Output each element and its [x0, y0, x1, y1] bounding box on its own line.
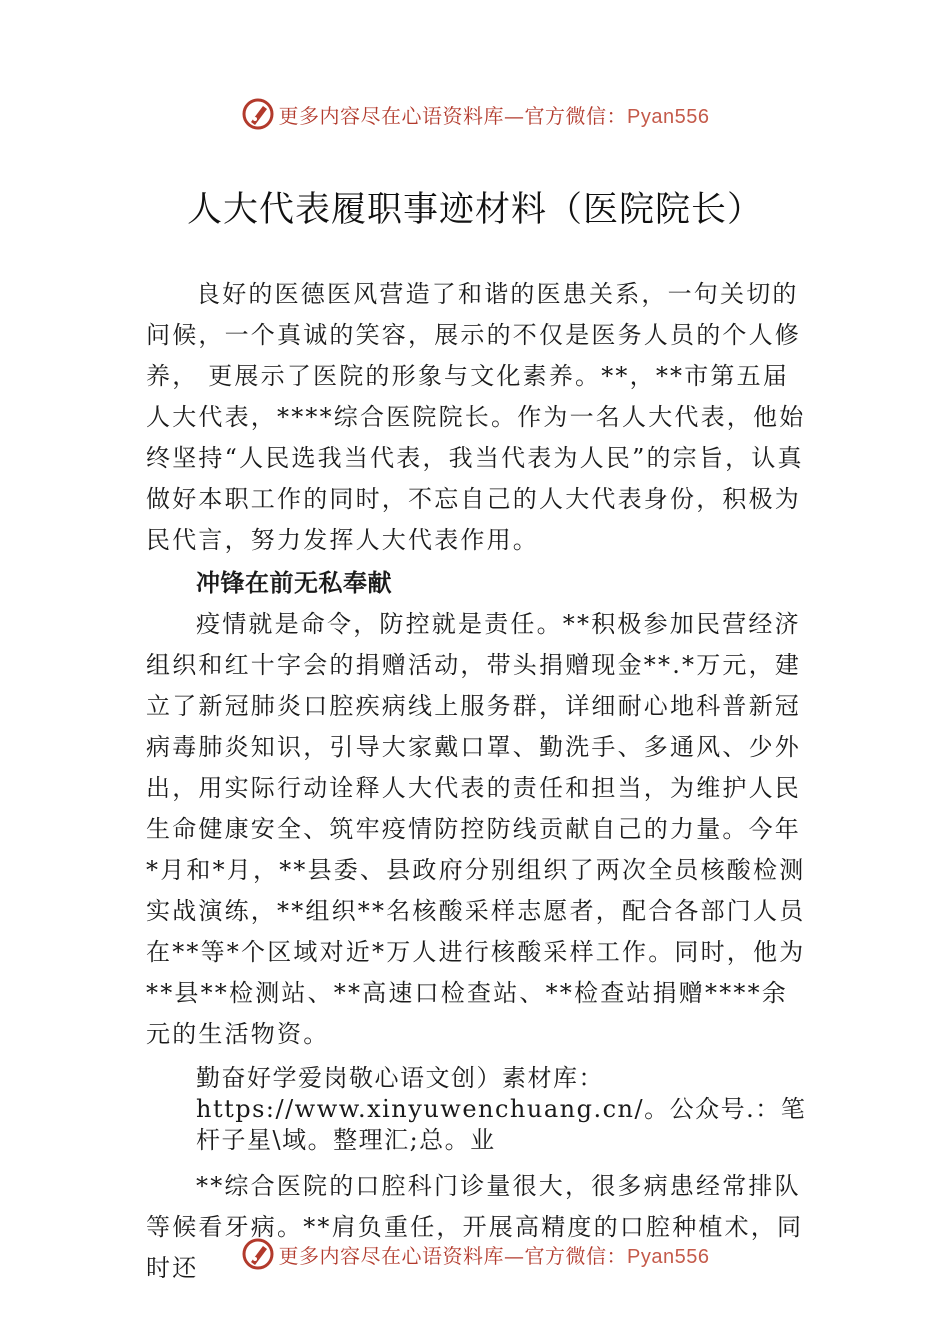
paragraph-epidemic: 疫情就是命令，防控就是责任。**积极参加民营经济组织和红十字会的捐赠活动，带头捐赠现金**.*万元，建立了新冠肺炎口腔疾病线上服务群，详细耐心地科普新冠病毒肺炎知识，引导大家戴口罩、勤洗手、多通风、少外出，用实际行动诠释人大代表的责任和担当，为维护人民生命健康安全、筑牢疫情防控防线贡献自己的力量。今年*月和*月，**县委、县政府分别组织了两次全员核酸检测实战演练，**组织**名核酸采样志愿者，配合各部门人员在**等*个区域对近*万人进行核酸采样工作。同时，他为**县**检测站、**高速口检查站、**检查站捐赠****余元的生活物资。: [146, 610, 806, 1048]
pen-nib-logo-icon: [241, 97, 275, 131]
footer-banner: [0, 1234, 950, 1274]
header-wechat-id: Pyan556: [627, 105, 710, 128]
paragraph-intro: 良好的医德医风营造了和谐的医患关系，一句关切的问候，一个真诚的笑容，展示的不仅是医务人员的个人修养， 更展示了医院的形象与文化素养。**，**市第五届人大代表，****综合医院院长。作为一名人大代表，他始终坚持“人民选我当代表，我当代表为人民”的宗旨，认真做好本职工作的同时，不忘自己的人大代表身份，积极为民代言，努力发挥人大代表作用。: [146, 280, 806, 554]
footer-wechat-id: Pyan556: [627, 1245, 710, 1268]
header-banner-text: 更多内容尽在心语资料库—官方微信：Pyan556: [278, 103, 710, 128]
pen-nib-logo-icon: [241, 1237, 275, 1271]
header-banner: [0, 94, 950, 134]
paragraph-dental: **综合医院的口腔科门诊量很大，很多病患经常排队等候看牙病。**肩负重任，开展高精度的口腔种植术，同时还: [146, 1172, 804, 1282]
section-heading: 冲锋在前无私奉献: [196, 569, 392, 597]
footer-banner-text: 更多内容尽在心语资料库—官方微信：Pyan556: [278, 1243, 710, 1268]
document-body: [146, 274, 812, 1289]
inserted-note: 勤奋好学爱岗敬心语文创）素材库：https://www.xinyuwenchuang.cn/。公众号.：笔杆子星\域。整理汇;总。业: [196, 1064, 807, 1154]
document-title: 人大代表履职事迹材料（医院院长）: [186, 190, 763, 230]
